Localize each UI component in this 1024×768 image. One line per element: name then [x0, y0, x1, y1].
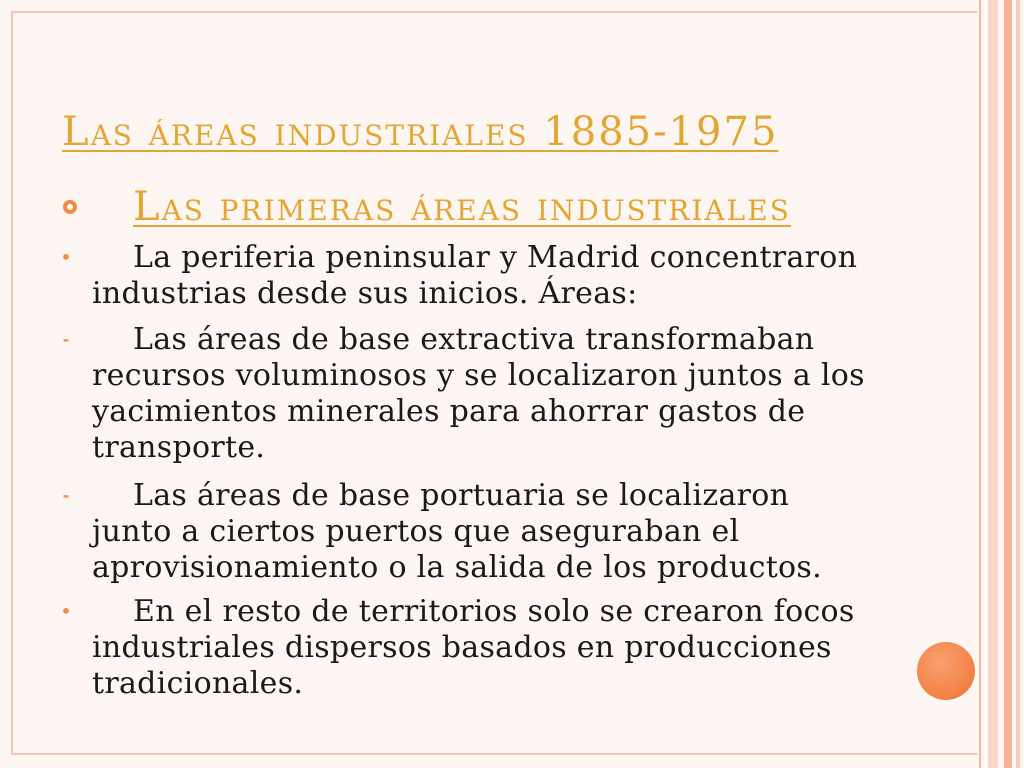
text-line: recursos voluminosos y se localizaron juntos a los: [92, 358, 865, 393]
text-line: En el resto de territorios solo se crearon focos: [133, 594, 855, 629]
dash-marker: -: [62, 486, 70, 505]
right-stripe: [1004, 0, 1012, 768]
text-line: industriales dispersos basados en producciones: [92, 630, 832, 665]
slide-subtitle: Las primeras áreas industriales: [133, 184, 791, 230]
list-item: [62, 322, 892, 466]
text-line: La periferia peninsular y Madrid concentraron: [133, 240, 858, 275]
text-line: aprovisionamiento o la salida de los productos.: [92, 550, 822, 585]
text-line: yacimientos minerales para ahorrar gastos de: [92, 394, 806, 429]
circle-bullet-icon: [63, 200, 77, 214]
list-item: [60, 240, 892, 312]
list-item: [62, 478, 892, 586]
text-line: Las áreas de base extractiva transformaban: [133, 322, 815, 357]
right-stripe: [1016, 0, 1020, 768]
text-line: industrias desde sus inicios. Áreas:: [92, 276, 638, 311]
bullet-marker: •: [60, 248, 72, 267]
dash-marker: -: [62, 330, 70, 349]
slide-title: Las áreas industriales 1885-1975: [62, 109, 779, 155]
list-item: [60, 594, 892, 702]
text-line: Las áreas de base portuaria se localizaron: [133, 478, 790, 513]
orange-circle-decoration: [917, 642, 975, 700]
right-stripe: [988, 0, 998, 768]
text-line: junto a ciertos puertos que aseguraban el: [92, 514, 740, 549]
text-line: tradicionales.: [92, 666, 304, 701]
bullet-marker: •: [60, 602, 72, 621]
right-stripe: [979, 0, 981, 768]
text-line: transporte.: [92, 430, 266, 465]
